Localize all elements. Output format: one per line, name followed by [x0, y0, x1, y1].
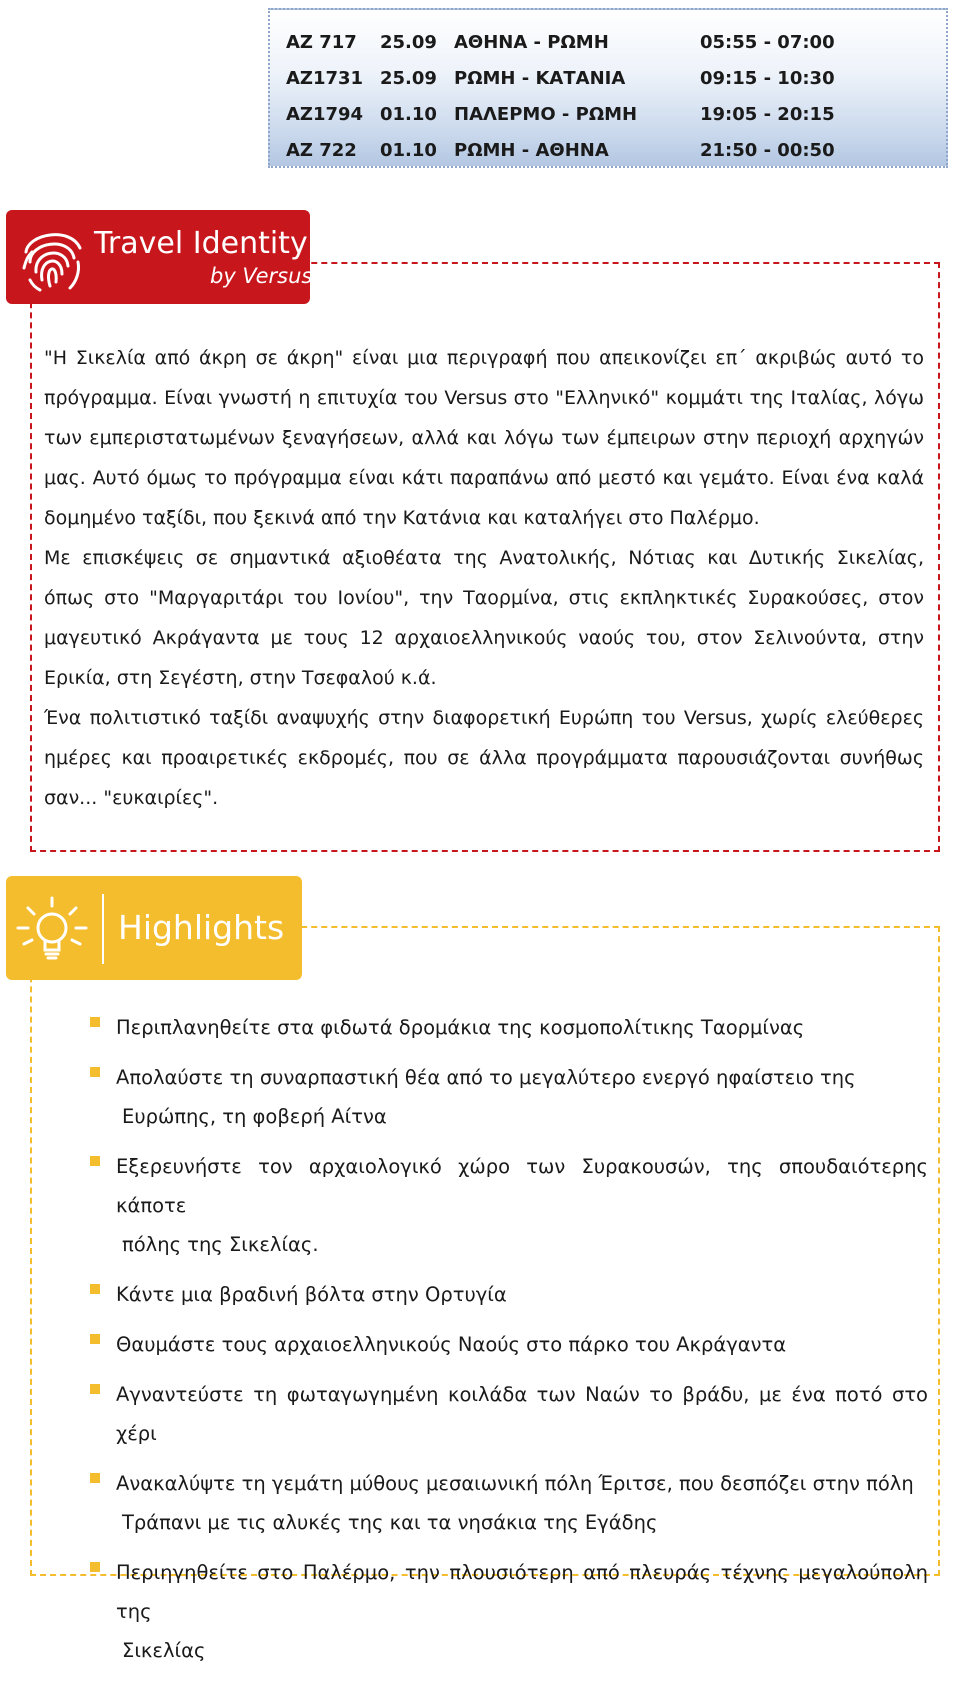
- flight-schedule-table: [268, 8, 948, 168]
- highlight-text-continued: Τράπανι με τις αλυκές της και τα νησάκια της Εγάδης: [122, 1511, 658, 1534]
- lightbulb-icon: [14, 892, 90, 968]
- travel-identity-text: [44, 338, 924, 818]
- flight-code: AZ 717: [286, 32, 357, 53]
- list-item: [88, 1375, 928, 1453]
- list-item: [88, 1275, 928, 1314]
- flight-code: AZ1794: [286, 104, 364, 125]
- travel-identity-subtitle: by Versus: [210, 264, 313, 288]
- highlight-text: Απολαύστε τη συναρπαστική θέα από το μεγαλύτερο ενεργό ηφαίστειο της: [116, 1066, 856, 1089]
- flight-time: 19:05 - 20:15: [700, 104, 835, 125]
- bullet-square-icon: [90, 1473, 100, 1483]
- flight-time: 05:55 - 07:00: [700, 32, 835, 53]
- travel-identity-title: Travel Identity: [94, 226, 308, 261]
- list-item: [88, 1008, 928, 1047]
- flight-route: ΡΩΜΗ - ΑΘΗΝΑ: [454, 140, 609, 161]
- highlight-text: Αγναντεύστε τη φωταγωγημένη κοιλάδα των Ναών το βράδυ, με ένα ποτό στο χέρι: [116, 1383, 928, 1445]
- highlight-text-continued: Σικελίας: [122, 1639, 206, 1662]
- highlight-text: Περιηγηθείτε στο Παλέρμο, την πλουσιότερη από πλευράς τέχνης μεγαλούπολη της: [116, 1561, 928, 1623]
- bullet-square-icon: [90, 1067, 100, 1077]
- bullet-square-icon: [90, 1284, 100, 1294]
- highlight-text: Θαυμάστε τους αρχαιοελληνικούς Ναούς στο πάρκο του Ακράγαντα: [116, 1333, 787, 1356]
- intro-paragraph: Ένα πολιτιστικό ταξίδι αναψυχής στην διαφορετική Ευρώπη του Versus, χωρίς ελεύθερες ημέρες και προαιρετικές εκδρομές, που σε άλλα προγράμματα παρουσιάζονται συνήθως σαν... "ευκαιρίες".: [44, 707, 924, 809]
- list-item: [88, 1553, 928, 1670]
- list-item: [88, 1325, 928, 1364]
- bullet-square-icon: [90, 1562, 100, 1572]
- flight-time: 09:15 - 10:30: [700, 68, 835, 89]
- bullet-square-icon: [90, 1334, 100, 1344]
- highlight-text: Εξερευνήστε τον αρχαιολογικό χώρο των Συρακουσών, της σπουδαιότερης κάποτε: [116, 1155, 928, 1217]
- flight-route: ΑΘΗΝΑ - ΡΩΜΗ: [454, 32, 609, 53]
- bullet-square-icon: [90, 1017, 100, 1027]
- highlight-text: Περιπλανηθείτε στα φιδωτά δρομάκια της κοσμοπολίτικης Ταορμίνας: [116, 1016, 805, 1039]
- flight-date: 25.09: [380, 68, 437, 89]
- highlights-badge: [6, 876, 302, 980]
- flight-route: ΠΑΛΕΡΜΟ - ΡΩΜΗ: [454, 104, 638, 125]
- highlights-title: Highlights: [118, 908, 285, 947]
- flight-date: 01.10: [380, 104, 437, 125]
- flight-time: 21:50 - 00:50: [700, 140, 835, 161]
- list-item: [88, 1058, 928, 1136]
- bullet-square-icon: [90, 1156, 100, 1166]
- intro-paragraph: "Η Σικελία από άκρη σε άκρη" είναι μια περιγραφή που απεικονίζει επ΄ ακριβώς αυτό το πρόγραμμα. Είναι γνωστή η επιτυχία του Versus στο "Ελληνικό" κομμάτι της Ιταλίας, λόγω των εμπεριστατωμένων ξεναγήσεων, αλλά και λόγω των έμπειρων στην περιοχή αρχηγών μας. Αυτό όμως το πρόγραμμα είναι κάτι παραπάνω από μεστό και γεμάτο. Είναι ένα καλά δομημένο ταξίδι, που ξεκινά από την Κατάνια και καταλήγει στο Παλέρμο.: [44, 347, 924, 529]
- flight-date: 25.09: [380, 32, 437, 53]
- badge-divider: [102, 894, 104, 964]
- flight-route: ΡΩΜΗ - ΚΑΤΑΝΙΑ: [454, 68, 626, 89]
- intro-paragraph: Με επισκέψεις σε σημαντικά αξιοθέατα της Ανατολικής, Νότιας και Δυτικής Σικελίας, όπως στο "Μαργαριτάρι του Ιονίου", την Ταορμίνα, στις εκπληκτικές Συρακούσες, στον μαγευτικό Ακράγαντα με τους 12 αρχαιοελληνικούς ναούς του, στον Σελινούντα, στην Ερικία, στη Σεγέστη, στην Τσεφαλού κ.ά.: [44, 547, 924, 689]
- flight-date: 01.10: [380, 140, 437, 161]
- highlight-text-continued: Ευρώπης, τη φοβερή Αίτνα: [122, 1105, 387, 1128]
- flight-code: AZ1731: [286, 68, 364, 89]
- list-item: [88, 1464, 928, 1542]
- list-item: [88, 1147, 928, 1264]
- fingerprint-icon: [18, 222, 88, 296]
- bullet-square-icon: [90, 1384, 100, 1394]
- flight-code: AZ 722: [286, 140, 357, 161]
- highlight-text: Ανακαλύψτε τη γεμάτη μύθους μεσαιωνική πόλη Έριτσε, που δεσπόζει στην πόλη: [116, 1472, 914, 1495]
- highlights-list: [88, 1008, 928, 1681]
- highlight-text-continued: πόλης της Σικελίας.: [122, 1233, 319, 1256]
- highlight-text: Κάντε μια βραδινή βόλτα στην Ορτυγία: [116, 1283, 507, 1306]
- travel-identity-badge: [6, 210, 313, 304]
